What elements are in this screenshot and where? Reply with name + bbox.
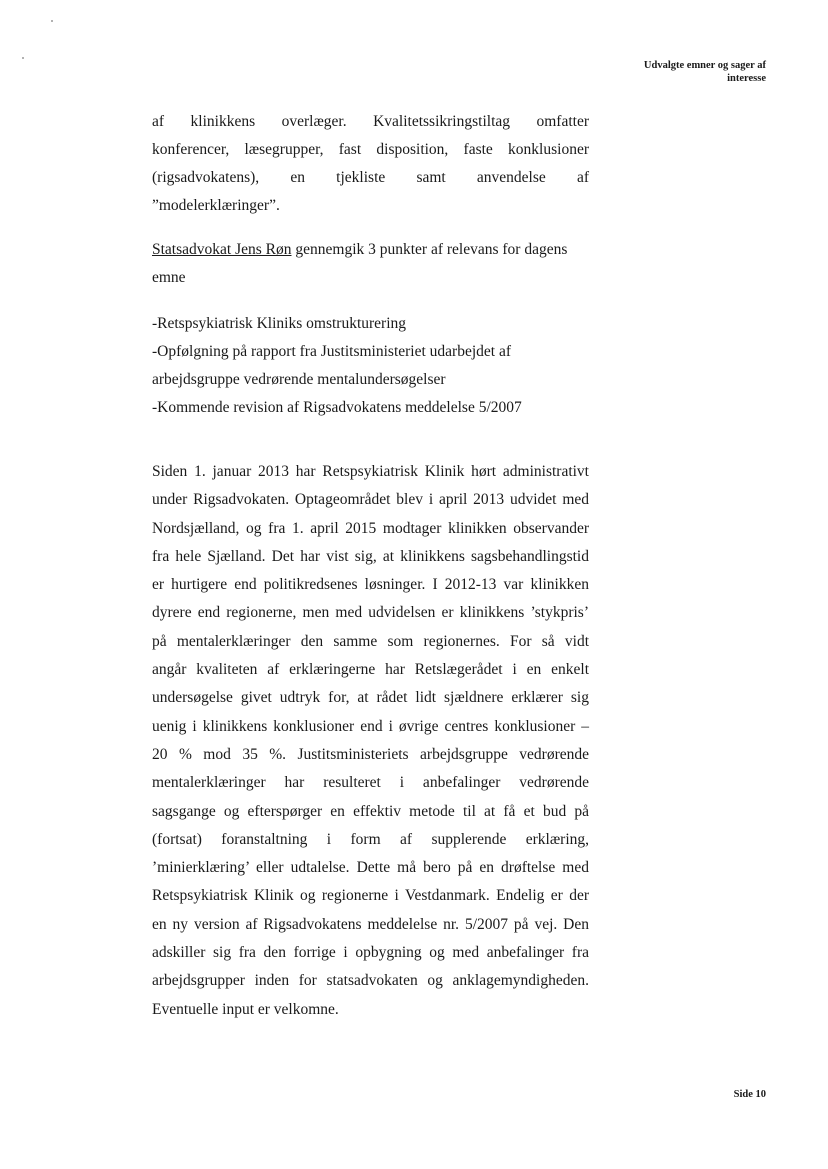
paragraph-line: under Rigsadvokaten. Optageområdet blev i april 2013 udvidet med bbox=[152, 491, 589, 509]
page-number: Side 10 bbox=[733, 1089, 766, 1100]
speaker-name: Statsadvokat Jens Røn bbox=[152, 241, 292, 258]
paragraph-line: fra hele Sjælland. Det har vist sig, at klinikkens sagsbehandlingstid bbox=[152, 547, 589, 565]
paragraph-line: en ny version af Rigsadvokatens meddelelse nr. 5/2007 på vej. Den bbox=[152, 915, 589, 933]
paragraph-line: 20 % mod 35 %. Justitsministeriets arbejdsgruppe vedrørende bbox=[152, 745, 589, 763]
paragraph-line: uenig i klinikkens konklusioner end i øvrige centres konklusioner – bbox=[152, 717, 589, 735]
list-item: -Retspsykiatrisk Kliniks omstrukturering bbox=[152, 315, 407, 332]
paragraph-line: undersøgelse givet udtryk for, at rådet lidt sjældnere erklærer sig bbox=[152, 689, 589, 707]
paragraph-line: mentalerklæringer har resulteret i anbefalinger vedrørende bbox=[152, 774, 589, 792]
paragraph-line: (rigsadvokatens), en tjekliste samt anvendelse af bbox=[152, 169, 589, 186]
paragraph-line: angår kvaliteten af erklæringerne har Retslægerådet i en enkelt bbox=[152, 661, 589, 679]
paragraph-line: sagsgange og efterspørger en effektiv metode til at få et bud på bbox=[152, 802, 589, 820]
paragraph-line: ’minierklæring’ eller udtalelse. Dette må bero på en drøftelse med bbox=[152, 859, 589, 877]
paragraph-line: Siden 1. januar 2013 har Retspsykiatrisk Klinik hørt administrativt bbox=[152, 463, 589, 480]
paragraph-line: ”modelerklæringer”. bbox=[152, 197, 280, 214]
paragraph-line: af klinikkens overlæger. Kvalitetssikringstiltag omfatter bbox=[152, 113, 589, 130]
paragraph-line: er hurtigere end politikredsenes løsninger. I 2012-13 var klinikken bbox=[152, 576, 589, 594]
paragraph-line: dyrere end regionerne, men med udvidelsen er klinikkens ’stykpris’ bbox=[152, 604, 589, 622]
paragraph-line: på mentalerklæringer den samme som regionernes. For så vidt bbox=[152, 632, 589, 650]
paragraph-line: (fortsat) foranstaltning i form af supplerende erklæring, bbox=[152, 830, 589, 848]
paragraph-line: Retspsykiatrisk Klinik og regionerne i Vestdanmark. Endelig er der bbox=[152, 887, 589, 905]
paragraph-speaker-intro bbox=[152, 236, 589, 292]
running-header-line-2: interesse bbox=[727, 73, 766, 84]
paragraph-line: arbejdsgrupper inden for statsadvokaten og anklagemyndigheden. bbox=[152, 972, 589, 990]
list-item: -Kommende revision af Rigsadvokatens meddelelse 5/2007 bbox=[152, 399, 522, 416]
paragraph-quality-measures bbox=[152, 108, 589, 220]
paragraph-line: Nordsjælland, og fra 1. april 2015 modtager klinikken observander bbox=[152, 519, 589, 537]
paragraph-line: Eventuelle input er velkomne. bbox=[152, 1000, 339, 1018]
scan-speck bbox=[22, 57, 24, 59]
speaker-intro-text: gennemgik 3 punkter af relevans for dagens emne bbox=[152, 241, 568, 286]
list-item: -Opfølgning på rapport fra Justitsministeriet udarbejdet af bbox=[152, 343, 511, 360]
scan-speck bbox=[51, 20, 53, 22]
paragraph-line: konferencer, læsegrupper, fast disposition, faste konklusioner bbox=[152, 141, 589, 158]
list-item: arbejdsgruppe vedrørende mentalundersøgelser bbox=[152, 371, 446, 388]
running-header bbox=[546, 59, 766, 85]
running-header-line-1: Udvalgte emner og sager af bbox=[643, 60, 766, 71]
agenda-points-list bbox=[152, 310, 589, 422]
paragraph-clinic-summary bbox=[152, 458, 589, 1024]
paragraph-line: adskiller sig fra den forrige i opbygning og med anbefalinger fra bbox=[152, 944, 589, 962]
